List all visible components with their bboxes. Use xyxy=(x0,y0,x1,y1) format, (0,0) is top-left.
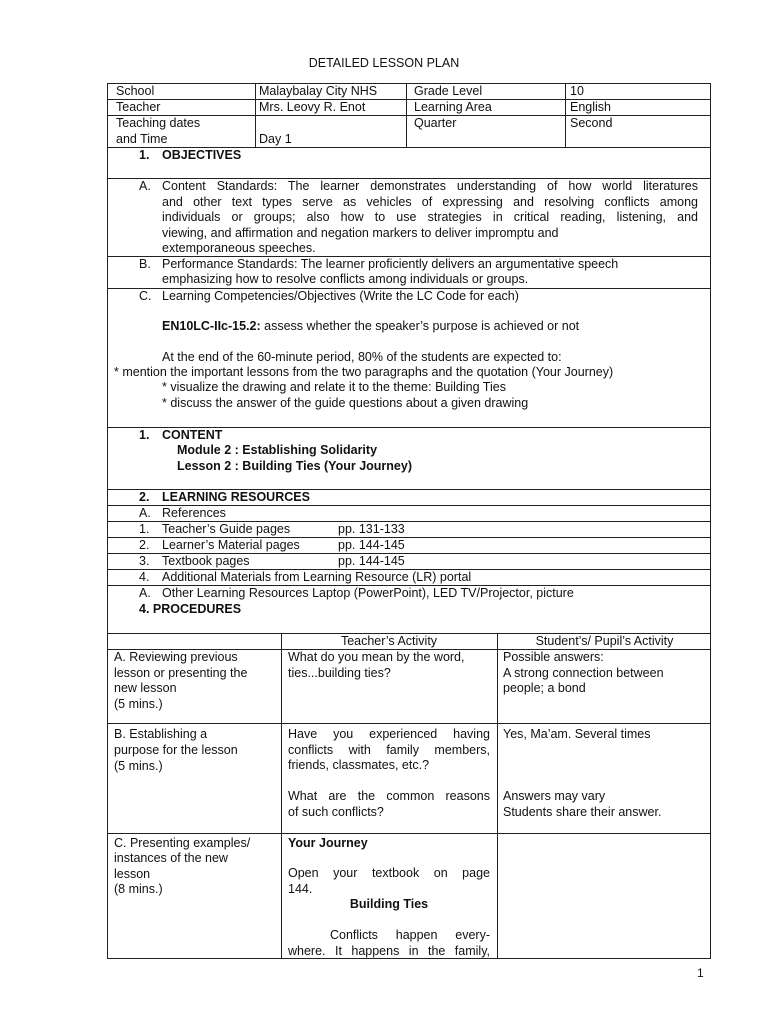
teacher-b-question-2 xyxy=(288,789,490,820)
stage-b-line: purpose for the lesson xyxy=(114,743,238,757)
building-ties-line: Conflicts happen every- xyxy=(330,928,490,942)
resource-item-label: Additional Materials from Learning Resource (LR) portal xyxy=(162,570,472,584)
teaching-dates-value: Day 1 xyxy=(259,132,292,146)
quarter-label: Quarter xyxy=(414,116,457,130)
building-ties-line: where. It happens in the family, xyxy=(288,943,490,958)
resource-item-value: pp. 144-145 xyxy=(338,538,405,552)
stage-b-line: B. Establishing a xyxy=(114,727,208,741)
student-b-line: Yes, Ma’am. Several times xyxy=(503,727,651,741)
school-label: School xyxy=(116,84,155,98)
teaching-dates-label: Teaching dates xyxy=(116,116,201,130)
student-a-line: A strong connection between xyxy=(503,666,664,680)
resource-item-label: Textbook pages xyxy=(162,554,250,568)
content-standards-text xyxy=(162,179,698,257)
objectives-heading: OBJECTIVES xyxy=(162,148,242,162)
resource-item-number: 1. xyxy=(139,522,150,536)
resource-item-label: Learner’s Material pages xyxy=(162,538,300,552)
performance-standards-line: emphasizing how to resolve conflicts among individuals or groups. xyxy=(162,272,529,286)
stage-a-line: A. Reviewing previous xyxy=(114,650,238,664)
teacher-b-question-1 xyxy=(288,727,490,774)
content-standards-line: viewing, and affirmation and negation markers to deliver impromptu and xyxy=(162,225,559,240)
quarter-value: Second xyxy=(570,116,613,130)
performance-standards-letter: B. xyxy=(139,257,151,271)
teacher-b-line: friends, classmates, etc.? xyxy=(288,758,430,772)
teacher-label: Teacher xyxy=(116,100,161,114)
student-activity-header: Student’s/ Pupil’s Activity xyxy=(535,634,674,648)
student-b-line: Answers may vary xyxy=(503,789,606,803)
resource-item-label: Teacher’s Guide pages xyxy=(162,522,291,536)
objective-bullet: * discuss the answer of the guide questions about a given drawing xyxy=(162,396,529,410)
lesson-title: Lesson 2 : Building Ties (Your Journey) xyxy=(177,459,412,473)
grade-level-label: Grade Level xyxy=(414,84,483,98)
module-title: Module 2 : Establishing Solidarity xyxy=(177,443,378,457)
open-textbook-line: 144. xyxy=(288,881,313,896)
content-standards-line: Content Standards: The learner demonstrates understanding of how world literatures xyxy=(162,179,698,193)
content-standards-line: extemporaneous speeches. xyxy=(162,241,316,255)
stage-a-line: new lesson xyxy=(114,681,177,695)
teaching-time-label: and Time xyxy=(116,132,168,146)
lesson-plan-table xyxy=(107,83,711,959)
stage-a-line: lesson or presenting the xyxy=(114,666,248,680)
teacher-a-line: What do you mean by the word, xyxy=(288,650,465,664)
learning-area-value: English xyxy=(570,100,611,114)
other-resources-letter: A. xyxy=(139,586,151,600)
teacher-activity-header: Teacher’s Activity xyxy=(340,634,438,648)
resources-heading: LEARNING RESOURCES xyxy=(162,490,310,504)
other-resources-text: Other Learning Resources Laptop (PowerPoint), LED TV/Projector, picture xyxy=(162,586,574,600)
grade-level-value: 10 xyxy=(570,84,584,98)
stage-c-line: instances of the new xyxy=(114,851,228,865)
open-textbook-line: Open your textbook on page xyxy=(288,866,490,880)
lc-code: EN10LC-IIc-15.2: xyxy=(162,319,261,333)
references-label: References xyxy=(162,506,226,520)
student-a-line: people; a bond xyxy=(503,681,586,695)
procedures-heading: 4. PROCEDURES xyxy=(139,602,242,616)
resource-item-number: 3. xyxy=(139,554,150,568)
lc-code-line xyxy=(162,319,579,335)
content-heading: CONTENT xyxy=(162,428,223,442)
stage-c-line: C. Presenting examples/ xyxy=(114,836,251,850)
objective-bullet: * mention the important lessons from the two paragraphs and the quotation (Your Journey) xyxy=(114,365,614,379)
content-standards-letter: A. xyxy=(139,179,151,193)
end-of-period-text: At the end of the 60-minute period, 80% of the students are expected to: xyxy=(162,350,562,364)
objective-bullet: * visualize the drawing and relate it to the theme: Building Ties xyxy=(162,380,506,394)
stage-c-line: (8 mins.) xyxy=(114,882,163,896)
resource-item-number: 4. xyxy=(139,570,150,584)
objectives-number: 1. xyxy=(139,148,150,162)
learning-area-label: Learning Area xyxy=(414,100,492,114)
building-ties-subtitle: Building Ties xyxy=(349,897,429,911)
teacher-b-line: conflicts with family members, xyxy=(288,742,490,757)
resource-item-value: pp. 144-145 xyxy=(338,554,405,568)
page-number: 1 xyxy=(697,966,704,980)
competencies-letter: C. xyxy=(139,289,152,303)
student-b-line: Students share their answer. xyxy=(503,805,662,819)
school-value: Malaybalay City NHS xyxy=(259,84,378,98)
performance-standards-line: Performance Standards: The learner proficiently delivers an argumentative speech xyxy=(162,257,619,271)
content-standards-line: and other text types serve as vehicles of expressing and resolving conflicts among xyxy=(162,194,698,209)
document-title: DETAILED LESSON PLAN xyxy=(308,56,460,70)
resource-item-number: 2. xyxy=(139,538,150,552)
teacher-b-line: Have you experienced having xyxy=(288,727,490,741)
stage-b-line: (5 mins.) xyxy=(114,759,163,773)
references-letter: A. xyxy=(139,506,151,520)
building-ties-paragraph xyxy=(288,928,490,959)
teacher-b-line: What are the common reasons xyxy=(288,789,490,803)
stage-c-line: lesson xyxy=(114,867,151,881)
your-journey-title: Your Journey xyxy=(288,836,368,850)
teacher-a-line: ties...building ties? xyxy=(288,666,391,680)
resources-number: 2. xyxy=(139,490,150,504)
content-number: 1. xyxy=(139,428,150,442)
resource-item-value: pp. 131-133 xyxy=(338,522,405,536)
content-standards-line: individuals or groups; also how to use strategies in critical reading, listening, and xyxy=(162,210,698,224)
teacher-b-line: of such conflicts? xyxy=(288,804,384,819)
competencies-heading: Learning Competencies/Objectives (Write the LC Code for each) xyxy=(162,289,519,303)
open-textbook-text xyxy=(288,866,490,897)
stage-a-line: (5 mins.) xyxy=(114,697,163,711)
student-a-line: Possible answers: xyxy=(503,650,604,664)
teacher-value: Mrs. Leovy R. Enot xyxy=(259,100,366,114)
lc-text: assess whether the speaker’s purpose is achieved or not xyxy=(260,319,580,333)
